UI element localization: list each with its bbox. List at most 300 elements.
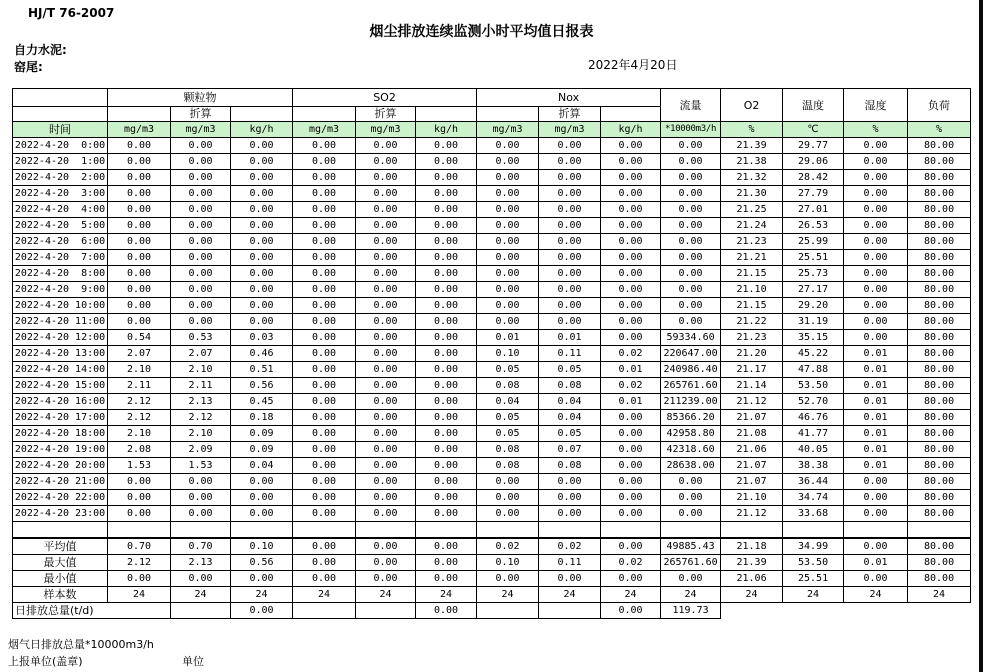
value-cell: 0.53 (171, 330, 231, 346)
value-cell: 0.00 (231, 202, 293, 218)
time-cell: 2022-4-20 19:00 (13, 442, 108, 458)
value-cell: 80.00 (908, 490, 971, 506)
table-row (13, 186, 971, 202)
blank-cell (13, 107, 108, 122)
value-cell: 80.00 (908, 426, 971, 442)
value-cell: 0.00 (231, 298, 293, 314)
value-cell: 21.12 (721, 506, 783, 522)
daily-total-row (13, 603, 971, 619)
value-cell: 0.18 (231, 410, 293, 426)
value-cell: 2.12 (108, 394, 171, 410)
value-cell: 40.05 (783, 442, 844, 458)
value-cell: 0.09 (231, 442, 293, 458)
summary-label: 最小值 (13, 571, 108, 587)
value-cell: 0.00 (416, 282, 477, 298)
value-cell: 0.00 (539, 170, 601, 186)
value-cell: 0.00 (416, 298, 477, 314)
value-cell: 0.00 (661, 138, 721, 154)
table-row (13, 474, 971, 490)
value-cell: 0.00 (601, 298, 661, 314)
value-cell: 0.00 (661, 298, 721, 314)
value-cell: 25.73 (783, 266, 844, 282)
value-cell: 0.00 (108, 298, 171, 314)
time-cell: 2022-4-20 10:00 (13, 298, 108, 314)
value-cell: 80.00 (908, 298, 971, 314)
value-cell: 0.01 (844, 458, 908, 474)
value-cell: 0.00 (416, 442, 477, 458)
time-cell: 2022-4-20 23:00 (13, 506, 108, 522)
value-cell: 21.21 (721, 250, 783, 266)
value-cell: 0.00 (601, 218, 661, 234)
value-cell: 0.00 (356, 234, 416, 250)
value-cell: 0.00 (108, 202, 171, 218)
value-cell: 0.00 (171, 218, 231, 234)
value-cell: 0.00 (844, 234, 908, 250)
value-cell: 0.00 (844, 474, 908, 490)
subheader-particulate-converted: 折算 (171, 107, 231, 122)
value-cell: 0.00 (661, 170, 721, 186)
summary-value-cell: 24 (231, 587, 293, 603)
daily-total-value-cell (844, 603, 908, 619)
value-cell: 0.00 (108, 506, 171, 522)
value-cell: 0.01 (477, 330, 539, 346)
value-cell: 0.05 (477, 362, 539, 378)
value-cell: 0.00 (416, 362, 477, 378)
value-cell: 0.00 (293, 378, 356, 394)
summary-value-cell: 0.00 (601, 538, 661, 555)
summary-value-cell: 0.00 (356, 571, 416, 587)
table-row (13, 202, 971, 218)
value-cell: 0.00 (661, 250, 721, 266)
daily-total-value-cell (293, 603, 356, 619)
summary-value-cell: 2.12 (108, 555, 171, 571)
time-cell: 2022-4-20 8:00 (13, 266, 108, 282)
value-cell: 0.00 (231, 218, 293, 234)
value-cell: 0.00 (171, 506, 231, 522)
table-row (13, 346, 971, 362)
value-cell: 0.00 (293, 234, 356, 250)
time-cell: 2022-4-20 16:00 (13, 394, 108, 410)
value-cell: 0.00 (661, 314, 721, 330)
value-cell: 0.00 (231, 170, 293, 186)
value-cell: 0.00 (844, 266, 908, 282)
value-cell: 0.00 (477, 490, 539, 506)
value-cell: 0.00 (844, 250, 908, 266)
value-cell: 0.00 (477, 314, 539, 330)
value-cell: 0.08 (477, 378, 539, 394)
group-header-nox: Nox (477, 89, 661, 107)
value-cell: 0.00 (661, 202, 721, 218)
value-cell: 0.00 (293, 202, 356, 218)
value-cell: 0.00 (108, 250, 171, 266)
value-cell: 0.00 (171, 234, 231, 250)
value-cell: 0.00 (171, 298, 231, 314)
summary-value-cell: 0.10 (477, 555, 539, 571)
summary-label: 样本数 (13, 587, 108, 603)
value-cell: 0.05 (477, 426, 539, 442)
table-body (13, 138, 971, 619)
footer-unit-label: 单位 (182, 655, 204, 668)
value-cell: 0.00 (356, 506, 416, 522)
daily-total-value-cell (721, 603, 783, 619)
value-cell: 0.00 (171, 138, 231, 154)
value-cell: 52.70 (783, 394, 844, 410)
header-unit-cell: mg/m3 (108, 122, 171, 138)
header-time: 时间 (13, 122, 108, 138)
blank-cell (601, 522, 661, 539)
value-cell: 80.00 (908, 394, 971, 410)
value-cell: 0.00 (293, 490, 356, 506)
value-cell: 80.00 (908, 250, 971, 266)
value-cell: 0.00 (108, 218, 171, 234)
summary-value-cell: 0.00 (539, 571, 601, 587)
value-cell: 0.00 (231, 506, 293, 522)
value-cell: 21.20 (721, 346, 783, 362)
value-cell: 0.00 (539, 474, 601, 490)
blank-cell (721, 522, 783, 539)
time-cell: 2022-4-20 9:00 (13, 282, 108, 298)
report-date: 2022年4月20日 (588, 58, 678, 72)
value-cell: 0.00 (356, 218, 416, 234)
blank-cell (783, 522, 844, 539)
header-unit-cell: mg/m3 (477, 122, 539, 138)
value-cell: 42318.60 (661, 442, 721, 458)
value-cell: 80.00 (908, 266, 971, 282)
summary-value-cell: 0.02 (601, 555, 661, 571)
value-cell: 21.07 (721, 458, 783, 474)
value-cell: 80.00 (908, 506, 971, 522)
header-unit-cell: kg/h (231, 122, 293, 138)
value-cell: 0.00 (539, 298, 601, 314)
value-cell: 0.00 (416, 330, 477, 346)
standard-number: HJ/T 76-2007 (28, 6, 115, 20)
value-cell: 0.07 (539, 442, 601, 458)
value-cell: 0.00 (844, 282, 908, 298)
value-cell: 0.00 (293, 442, 356, 458)
value-cell: 0.00 (661, 266, 721, 282)
value-cell: 0.00 (477, 250, 539, 266)
header-o2: O2 (721, 89, 783, 122)
value-cell: 0.00 (416, 378, 477, 394)
value-cell: 0.00 (293, 298, 356, 314)
value-cell: 0.08 (477, 458, 539, 474)
blank-cell (356, 522, 416, 539)
value-cell: 0.00 (356, 442, 416, 458)
value-cell: 21.22 (721, 314, 783, 330)
value-cell: 0.01 (601, 394, 661, 410)
table-row (13, 234, 971, 250)
value-cell: 0.00 (539, 234, 601, 250)
value-cell: 21.24 (721, 218, 783, 234)
value-cell: 80.00 (908, 442, 971, 458)
value-cell: 0.00 (231, 234, 293, 250)
value-cell: 0.00 (416, 250, 477, 266)
summary-value-cell: 0.01 (844, 555, 908, 571)
daily-total-value-cell: 0.00 (601, 603, 661, 619)
window-right-edge (979, 0, 983, 672)
value-cell: 211239.00 (661, 394, 721, 410)
value-cell: 0.56 (231, 378, 293, 394)
table-row (13, 330, 971, 346)
value-cell: 0.00 (108, 234, 171, 250)
value-cell: 47.88 (783, 362, 844, 378)
value-cell: 0.00 (231, 266, 293, 282)
summary-value-cell: 0.02 (477, 538, 539, 555)
value-cell: 21.12 (721, 394, 783, 410)
table-row (13, 314, 971, 330)
summary-value-cell: 24 (356, 587, 416, 603)
value-cell: 0.00 (477, 266, 539, 282)
blank-cell (171, 522, 231, 539)
summary-value-cell: 0.70 (108, 538, 171, 555)
value-cell: 0.08 (539, 378, 601, 394)
value-cell: 29.06 (783, 154, 844, 170)
value-cell: 0.11 (539, 346, 601, 362)
value-cell: 35.15 (783, 330, 844, 346)
value-cell: 0.00 (356, 138, 416, 154)
blank-cell (661, 522, 721, 539)
summary-value-cell: 80.00 (908, 571, 971, 587)
summary-value-cell: 24 (108, 587, 171, 603)
table-row (13, 362, 971, 378)
value-cell: 0.00 (477, 474, 539, 490)
value-cell: 0.00 (601, 250, 661, 266)
summary-value-cell: 24 (721, 587, 783, 603)
value-cell: 0.51 (231, 362, 293, 378)
value-cell: 265761.60 (661, 378, 721, 394)
blank-cell (231, 522, 293, 539)
value-cell: 0.00 (601, 314, 661, 330)
value-cell: 0.00 (356, 346, 416, 362)
value-cell: 0.00 (416, 154, 477, 170)
summary-value-cell: 21.06 (721, 571, 783, 587)
value-cell: 80.00 (908, 186, 971, 202)
value-cell: 80.00 (908, 282, 971, 298)
value-cell: 0.01 (844, 442, 908, 458)
value-cell: 0.04 (231, 458, 293, 474)
daily-total-value-cell (908, 603, 971, 619)
header-unit-cell: mg/m3 (293, 122, 356, 138)
blank-cell (108, 522, 171, 539)
value-cell: 0.00 (356, 330, 416, 346)
time-cell: 2022-4-20 6:00 (13, 234, 108, 250)
time-cell: 2022-4-20 17:00 (13, 410, 108, 426)
summary-value-cell: 0.70 (171, 538, 231, 555)
value-cell: 0.00 (661, 234, 721, 250)
summary-row (13, 538, 971, 555)
header-unit-cell: mg/m3 (539, 122, 601, 138)
value-cell: 21.06 (721, 442, 783, 458)
value-cell: 0.00 (416, 490, 477, 506)
value-cell: 41.77 (783, 426, 844, 442)
value-cell: 0.00 (844, 298, 908, 314)
summary-value-cell: 21.18 (721, 538, 783, 555)
value-cell: 21.17 (721, 362, 783, 378)
summary-value-cell: 0.10 (231, 538, 293, 555)
value-cell: 0.00 (661, 506, 721, 522)
time-cell: 2022-4-20 2:00 (13, 170, 108, 186)
summary-value-cell: 0.00 (293, 571, 356, 587)
value-cell: 0.00 (356, 458, 416, 474)
summary-row (13, 587, 971, 603)
value-cell: 0.00 (601, 154, 661, 170)
value-cell: 0.00 (539, 314, 601, 330)
value-cell: 0.00 (601, 282, 661, 298)
value-cell: 0.00 (293, 314, 356, 330)
value-cell: 0.02 (601, 346, 661, 362)
value-cell: 0.00 (539, 218, 601, 234)
summary-value-cell: 25.51 (783, 571, 844, 587)
summary-value-cell: 24 (416, 587, 477, 603)
value-cell: 0.01 (844, 346, 908, 362)
summary-value-cell: 24 (293, 587, 356, 603)
value-cell: 0.00 (231, 250, 293, 266)
value-cell: 0.00 (171, 170, 231, 186)
value-cell: 0.00 (293, 218, 356, 234)
value-cell: 0.00 (477, 170, 539, 186)
value-cell: 0.00 (477, 282, 539, 298)
value-cell: 0.00 (661, 154, 721, 170)
summary-value-cell: 0.00 (171, 571, 231, 587)
summary-value-cell: 24 (539, 587, 601, 603)
subheader-so2-converted: 折算 (356, 107, 416, 122)
summary-value-cell: 24 (844, 587, 908, 603)
value-cell: 0.00 (661, 490, 721, 506)
value-cell: 0.01 (844, 394, 908, 410)
value-cell: 0.00 (293, 330, 356, 346)
time-cell: 2022-4-20 15:00 (13, 378, 108, 394)
summary-value-cell: 0.00 (601, 571, 661, 587)
value-cell: 45.22 (783, 346, 844, 362)
value-cell: 0.00 (477, 154, 539, 170)
summary-value-cell: 34.99 (783, 538, 844, 555)
value-cell: 0.00 (477, 138, 539, 154)
value-cell: 0.00 (108, 282, 171, 298)
value-cell: 0.00 (601, 330, 661, 346)
table-row (13, 442, 971, 458)
value-cell: 80.00 (908, 410, 971, 426)
blank-cell (477, 522, 539, 539)
summary-value-cell: 24 (171, 587, 231, 603)
summary-value-cell: 0.00 (356, 538, 416, 555)
summary-value-cell: 0.02 (539, 538, 601, 555)
summary-value-cell: 0.00 (293, 555, 356, 571)
value-cell: 0.05 (539, 426, 601, 442)
value-cell: 0.00 (171, 490, 231, 506)
value-cell: 0.00 (356, 250, 416, 266)
value-cell: 0.00 (601, 202, 661, 218)
value-cell: 0.00 (356, 170, 416, 186)
value-cell: 0.00 (601, 266, 661, 282)
value-cell: 0.00 (231, 186, 293, 202)
value-cell: 0.01 (844, 426, 908, 442)
value-cell: 0.00 (108, 490, 171, 506)
value-cell: 0.00 (356, 490, 416, 506)
value-cell: 0.00 (601, 474, 661, 490)
value-cell: 0.00 (539, 202, 601, 218)
daily-total-value-cell (539, 603, 601, 619)
value-cell: 0.00 (477, 298, 539, 314)
value-cell: 80.00 (908, 234, 971, 250)
blank-cell (601, 107, 661, 122)
value-cell: 0.00 (477, 202, 539, 218)
value-cell: 0.01 (601, 362, 661, 378)
value-cell: 0.45 (231, 394, 293, 410)
value-cell: 0.00 (356, 282, 416, 298)
value-cell: 0.00 (171, 314, 231, 330)
value-cell: 0.00 (231, 314, 293, 330)
value-cell: 2.09 (171, 442, 231, 458)
value-cell: 0.00 (293, 266, 356, 282)
value-cell: 0.00 (356, 378, 416, 394)
header-unit-cell: ℃ (783, 122, 844, 138)
value-cell: 0.00 (108, 186, 171, 202)
value-cell: 0.00 (171, 474, 231, 490)
value-cell: 0.04 (539, 394, 601, 410)
header-flow: 流量 (661, 89, 721, 122)
summary-value-cell: 0.00 (356, 555, 416, 571)
value-cell: 0.00 (356, 154, 416, 170)
header-row-groups (13, 89, 971, 107)
value-cell: 0.00 (844, 490, 908, 506)
daily-total-label: 日排放总量(t/d) (13, 603, 171, 619)
value-cell: 0.00 (108, 138, 171, 154)
value-cell: 0.00 (231, 154, 293, 170)
value-cell: 0.00 (356, 362, 416, 378)
header-load: 负荷 (908, 89, 971, 122)
value-cell: 27.79 (783, 186, 844, 202)
value-cell: 0.00 (293, 282, 356, 298)
value-cell: 0.00 (171, 186, 231, 202)
value-cell: 21.10 (721, 282, 783, 298)
daily-total-value-cell (783, 603, 844, 619)
value-cell: 2.10 (108, 362, 171, 378)
value-cell: 0.00 (356, 202, 416, 218)
blank-cell (108, 107, 171, 122)
value-cell: 0.00 (416, 138, 477, 154)
value-cell: 28.42 (783, 170, 844, 186)
value-cell: 0.00 (844, 186, 908, 202)
value-cell: 0.00 (171, 154, 231, 170)
blank-cell (293, 522, 356, 539)
value-cell: 21.07 (721, 410, 783, 426)
value-cell: 21.30 (721, 186, 783, 202)
summary-value-cell: 0.00 (108, 571, 171, 587)
time-cell: 2022-4-20 14:00 (13, 362, 108, 378)
value-cell: 0.00 (356, 186, 416, 202)
footer-report-unit: 上报单位(盖章) (8, 655, 83, 668)
table-row (13, 490, 971, 506)
value-cell: 0.46 (231, 346, 293, 362)
value-cell: 25.51 (783, 250, 844, 266)
value-cell: 38.38 (783, 458, 844, 474)
value-cell: 0.00 (356, 394, 416, 410)
value-cell: 0.54 (108, 330, 171, 346)
time-cell: 2022-4-20 21:00 (13, 474, 108, 490)
value-cell: 21.23 (721, 330, 783, 346)
value-cell: 2.13 (171, 394, 231, 410)
value-cell: 80.00 (908, 362, 971, 378)
table-row (13, 410, 971, 426)
summary-value-cell: 0.56 (231, 555, 293, 571)
summary-value-cell: 53.50 (783, 555, 844, 571)
daily-total-value-cell: 119.73 (661, 603, 721, 619)
station-label: 窑尾: (14, 60, 43, 74)
value-cell: 21.23 (721, 234, 783, 250)
value-cell: 80.00 (908, 202, 971, 218)
value-cell: 0.00 (416, 186, 477, 202)
header-row-units (13, 122, 971, 138)
